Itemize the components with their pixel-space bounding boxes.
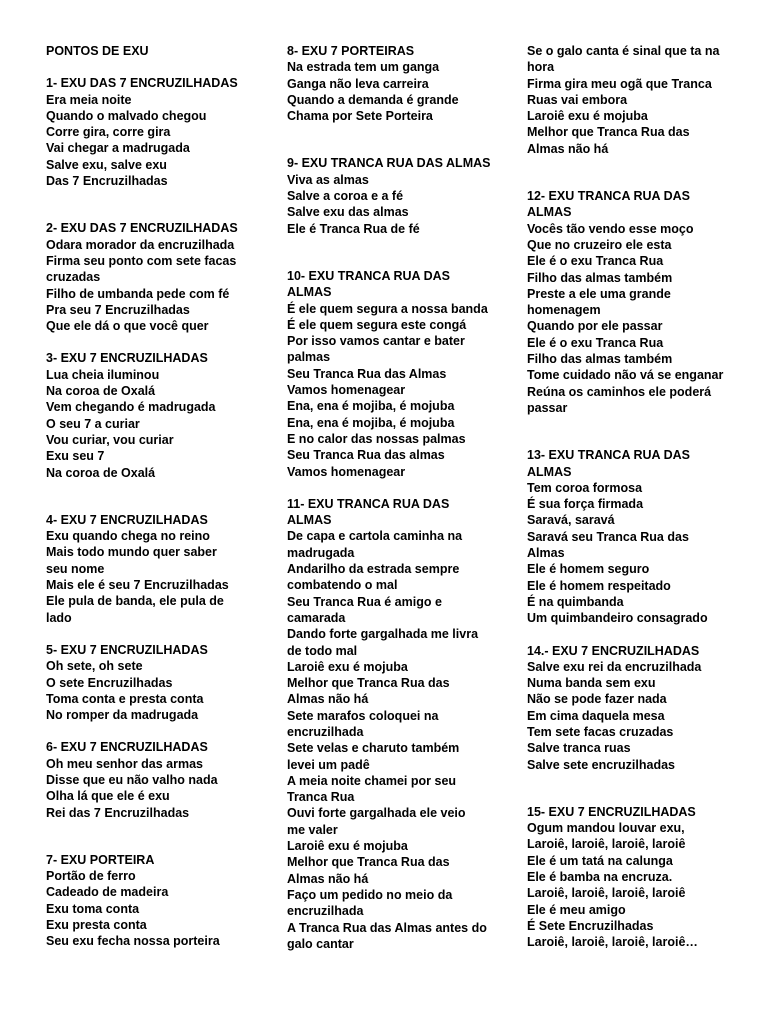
ponto-text-line: O seu 7 a curiar	[46, 416, 140, 431]
ponto-text-line: Quando por ele passar	[527, 319, 663, 334]
ponto-text-line: Exu toma conta	[46, 901, 140, 916]
ponto-text-line: Reúna os caminhos ele poderá	[527, 384, 712, 399]
ponto-text-line: Andarilho da estrada sempre	[287, 562, 460, 577]
ponto-block	[527, 43, 759, 157]
ponto-block	[287, 268, 519, 480]
ponto-text-line: de todo mal	[287, 643, 358, 658]
ponto-text-line: Ele é meu amigo	[527, 902, 626, 917]
ponto-text-line: Laroiê exu é mojuba	[287, 839, 408, 854]
ponto-text-line: De capa e cartola caminha na	[287, 529, 463, 544]
ponto-block	[46, 43, 278, 59]
ponto-text-line: Melhor que Tranca Rua das	[287, 676, 450, 691]
ponto-text-line: Quando a demanda é grande	[287, 92, 459, 107]
ponto-text-line: Ogum mandou louvar exu,	[527, 821, 685, 836]
ponto-heading-line: 2- EXU DAS 7 ENCRUZILHADAS	[46, 221, 238, 236]
ponto-text-line: A meia noite chamei por seu	[287, 773, 457, 788]
ponto-text-line: ALMAS	[287, 513, 332, 528]
ponto-text-line: Almas não há	[287, 692, 369, 707]
ponto-text-line: É na quimbanda	[527, 594, 624, 609]
ponto-text-line: galo cantar	[287, 936, 354, 951]
ponto-text-line: lado	[46, 610, 72, 625]
ponto-heading-line: 4- EXU 7 ENCRUZILHADAS	[46, 512, 208, 527]
ponto-text-line: Que no cruzeiro ele esta	[527, 237, 672, 252]
ponto-text-line: Cadeado de madeira	[46, 885, 169, 900]
ponto-text-line: cruzadas	[46, 270, 101, 285]
ponto-text-line: Rei das 7 Encruzilhadas	[46, 805, 190, 820]
ponto-heading-line: 13- EXU TRANCA RUA DAS	[527, 448, 690, 463]
ponto-text-line: Lua cheia iluminou	[46, 367, 160, 382]
ponto-text-line: Sete marafos coloquei na	[287, 708, 439, 723]
ponto-text-line: ALMAS	[287, 285, 332, 300]
ponto-text-line: Ganga não leva carreira	[287, 76, 429, 91]
ponto-heading-line: 3- EXU 7 ENCRUZILHADAS	[46, 351, 208, 366]
ponto-text-line: Era meia noite	[46, 92, 132, 107]
ponto-block	[287, 43, 519, 124]
ponto-block	[527, 804, 759, 951]
ponto-text-line: encruzilhada	[287, 904, 364, 919]
ponto-block	[287, 155, 519, 236]
ponto-text-line: Vai chegar a madrugada	[46, 141, 190, 156]
ponto-text-line: É ele quem segura a nossa banda	[287, 301, 488, 316]
ponto-text-line: Na coroa de Oxalá	[46, 384, 156, 399]
ponto-text-line: Saravá seu Tranca Rua das	[527, 529, 689, 544]
column-1	[46, 43, 278, 950]
ponto-text-line: levei um padê	[287, 757, 370, 772]
ponto-block	[46, 739, 278, 820]
ponto-text-line: Ouvi forte gargalhada ele veio	[287, 806, 466, 821]
ponto-text-line: Viva as almas	[287, 172, 369, 187]
ponto-text-line: Seu Tranca Rua das almas	[287, 448, 445, 463]
ponto-text-line: Exu seu 7	[46, 449, 105, 464]
ponto-text-line: Corre gira, corre gira	[46, 125, 171, 140]
ponto-text-line: Mais todo mundo quer saber	[46, 545, 217, 560]
ponto-heading-line: 8- EXU 7 PORTEIRAS	[287, 44, 415, 58]
ponto-heading-line: 5- EXU 7 ENCRUZILHADAS	[46, 642, 208, 657]
ponto-block	[527, 643, 759, 773]
ponto-text-line: Ruas vai embora	[527, 92, 628, 107]
ponto-text-line: Numa banda sem exu	[527, 676, 656, 691]
ponto-text-line: Oh sete, oh sete	[46, 659, 143, 674]
ponto-block	[46, 852, 278, 950]
ponto-heading-line: 9- EXU TRANCA RUA DAS ALMAS	[287, 156, 491, 171]
ponto-text-line: Almas	[527, 546, 565, 561]
ponto-text-line: Disse que eu não valho nada	[46, 772, 218, 787]
ponto-text-line: A Tranca Rua das Almas antes do	[287, 920, 487, 935]
ponto-text-line: Exu presta conta	[46, 918, 147, 933]
ponto-text-line: Dando forte gargalhada me livra	[287, 627, 479, 642]
ponto-text-line: Filho das almas também	[527, 352, 673, 367]
ponto-text-line: Por isso vamos cantar e bater	[287, 334, 465, 349]
ponto-text-line: Vem chegando é madrugada	[46, 400, 216, 415]
ponto-text-line: Tem coroa formosa	[527, 480, 643, 495]
ponto-text-line: Preste a ele uma grande	[527, 286, 671, 301]
ponto-heading-line: 12- EXU TRANCA RUA DAS	[527, 189, 690, 204]
ponto-text-line: Das 7 Encruzilhadas	[46, 174, 168, 189]
ponto-text-line: Que ele dá o que você quer	[46, 319, 209, 334]
ponto-text-line: Salve exu, salve exu	[46, 157, 167, 172]
ponto-text-line: Salve exu rei da encruzilhada	[527, 659, 702, 674]
ponto-text-line: Salve tranca ruas	[527, 741, 631, 756]
ponto-text-line: Firma seu ponto com sete facas	[46, 253, 237, 268]
ponto-text-line: Tome cuidado não vá se enganar	[527, 368, 724, 383]
ponto-block	[46, 220, 278, 334]
ponto-text-line: Pra seu 7 Encruzilhadas	[46, 302, 190, 317]
ponto-heading-line: 15- EXU 7 ENCRUZILHADAS	[527, 804, 696, 819]
ponto-text-line: Saravá, saravá	[527, 513, 615, 528]
ponto-text-line: Ele é Tranca Rua de fé	[287, 221, 420, 236]
ponto-text-line: Ele pula de banda, ele pula de	[46, 594, 224, 609]
ponto-text-line: Toma conta e presta conta	[46, 691, 204, 706]
ponto-text-line: Ele é homem seguro	[527, 562, 650, 577]
ponto-text-line: ALMAS	[527, 205, 572, 220]
ponto-text-line: Vou curiar, vou curiar	[46, 432, 174, 447]
ponto-text-line: Tem sete facas cruzadas	[527, 724, 674, 739]
ponto-text-line: Odara morador da encruzilhada	[46, 237, 235, 252]
ponto-text-line: Laroiê, laroiê, laroiê, laroiê	[527, 886, 686, 901]
ponto-text-line: É Sete Encruzilhadas	[527, 918, 654, 933]
ponto-text-line: Seu Tranca Rua das Almas	[287, 366, 447, 381]
ponto-block	[46, 512, 278, 626]
ponto-text-line: encruzilhada	[287, 724, 364, 739]
ponto-text-line: Ena, ena é mojiba, é mojuba	[287, 415, 455, 430]
ponto-text-line: O sete Encruzilhadas	[46, 675, 173, 690]
ponto-text-line: Mais ele é seu 7 Encruzilhadas	[46, 578, 229, 593]
ponto-text-line: Na estrada tem um ganga	[287, 60, 440, 75]
ponto-text-line: Salve sete encruzilhadas	[527, 757, 675, 772]
ponto-text-line: Um quimbandeiro consagrado	[527, 611, 708, 626]
ponto-heading-line: 7- EXU PORTEIRA	[46, 852, 155, 867]
ponto-text-line: Não se pode fazer nada	[527, 692, 667, 707]
ponto-text-line: Salve exu das almas	[287, 205, 409, 220]
ponto-block	[46, 75, 278, 189]
ponto-text-line: Na coroa de Oxalá	[46, 465, 156, 480]
ponto-text-line: Laroiê exu é mojuba	[287, 659, 408, 674]
ponto-text-line: Olha lá que ele é exu	[46, 789, 170, 804]
ponto-text-line: Sete velas e charuto também	[287, 741, 460, 756]
ponto-text-line: Portão de ferro	[46, 869, 136, 884]
ponto-text-line: palmas	[287, 350, 331, 365]
ponto-text-line: camarada	[287, 610, 346, 625]
ponto-text-line: Seu exu fecha nossa porteira	[46, 934, 220, 949]
ponto-heading-line: 10- EXU TRANCA RUA DAS	[287, 268, 450, 283]
ponto-text-line: Ele é o exu Tranca Rua	[527, 335, 664, 350]
ponto-text-line: Firma gira meu ogã que Tranca	[527, 76, 712, 91]
ponto-text-line: Ele é um tatá na calunga	[527, 853, 673, 868]
ponto-text-line: Melhor que Tranca Rua das	[527, 125, 690, 140]
ponto-text-line: Filho de umbanda pede com fé	[46, 286, 230, 301]
ponto-text-line: Ena, ena é mojiba, é mojuba	[287, 399, 455, 414]
ponto-text-line: Tranca Rua	[287, 790, 355, 805]
ponto-heading-line: 1- EXU DAS 7 ENCRUZILHADAS	[46, 76, 238, 91]
ponto-text-line: combatendo o mal	[287, 578, 398, 593]
ponto-text-line: Vocês tão vendo esse moço	[527, 221, 694, 236]
ponto-text-line: seu nome	[46, 561, 105, 576]
ponto-text-line: Laroiê exu é mojuba	[527, 109, 648, 124]
ponto-text-line: Seu Tranca Rua é amigo e	[287, 594, 442, 609]
ponto-text-line: madrugada	[287, 545, 355, 560]
ponto-text-line: É sua força firmada	[527, 497, 644, 512]
ponto-text-line: Em cima daquela mesa	[527, 708, 665, 723]
ponto-block	[46, 642, 278, 723]
ponto-text-line: ALMAS	[527, 464, 572, 479]
ponto-text-line: Oh meu senhor das armas	[46, 756, 204, 771]
ponto-text-line: hora	[527, 60, 555, 75]
ponto-heading-line: 11- EXU TRANCA RUA DAS	[287, 496, 450, 511]
ponto-text-line: Almas não há	[287, 871, 369, 886]
ponto-text-line: Ele é homem respeitado	[527, 578, 671, 593]
ponto-text-line: Filho das almas também	[527, 270, 673, 285]
ponto-block	[287, 496, 519, 952]
ponto-block	[527, 447, 759, 626]
ponto-text-line: Almas não há	[527, 141, 609, 156]
ponto-block	[527, 188, 759, 416]
ponto-text-line: Ele é o exu Tranca Rua	[527, 254, 664, 269]
ponto-text-line: Melhor que Tranca Rua das	[287, 855, 450, 870]
ponto-block	[46, 350, 278, 480]
ponto-text-line: Salve a coroa e a fé	[287, 189, 404, 204]
ponto-text-line: Laroiê, laroiê, laroiê, laroiê	[527, 837, 686, 852]
ponto-text-line: Ele é bamba na encruza.	[527, 870, 673, 885]
column-3	[527, 43, 759, 951]
ponto-heading-line: 14.- EXU 7 ENCRUZILHADAS	[527, 643, 700, 658]
ponto-text-line: Quando o malvado chegou	[46, 108, 207, 123]
ponto-heading-line: Se o galo canta é sinal que ta na	[527, 44, 720, 58]
column-2	[287, 43, 519, 952]
ponto-heading-line: PONTOS DE EXU	[46, 44, 149, 58]
ponto-text-line: No romper da madrugada	[46, 708, 199, 723]
ponto-text-line: passar	[527, 400, 568, 415]
ponto-text-line: me valer	[287, 822, 338, 837]
ponto-text-line: Vamos homenagear	[287, 383, 406, 398]
ponto-text-line: Exu quando chega no reino	[46, 529, 210, 544]
ponto-text-line: Vamos homenagear	[287, 464, 406, 479]
ponto-text-line: Chama por Sete Porteira	[287, 109, 433, 124]
ponto-heading-line: 6- EXU 7 ENCRUZILHADAS	[46, 740, 208, 755]
ponto-text-line: homenagem	[527, 303, 601, 318]
ponto-text-line: Faço um pedido no meio da	[287, 887, 453, 902]
ponto-text-line: E no calor das nossas palmas	[287, 431, 466, 446]
ponto-text-line: É ele quem segura este congá	[287, 317, 467, 332]
ponto-text-line: Laroiê, laroiê, laroiê, laroiê…	[527, 935, 698, 950]
